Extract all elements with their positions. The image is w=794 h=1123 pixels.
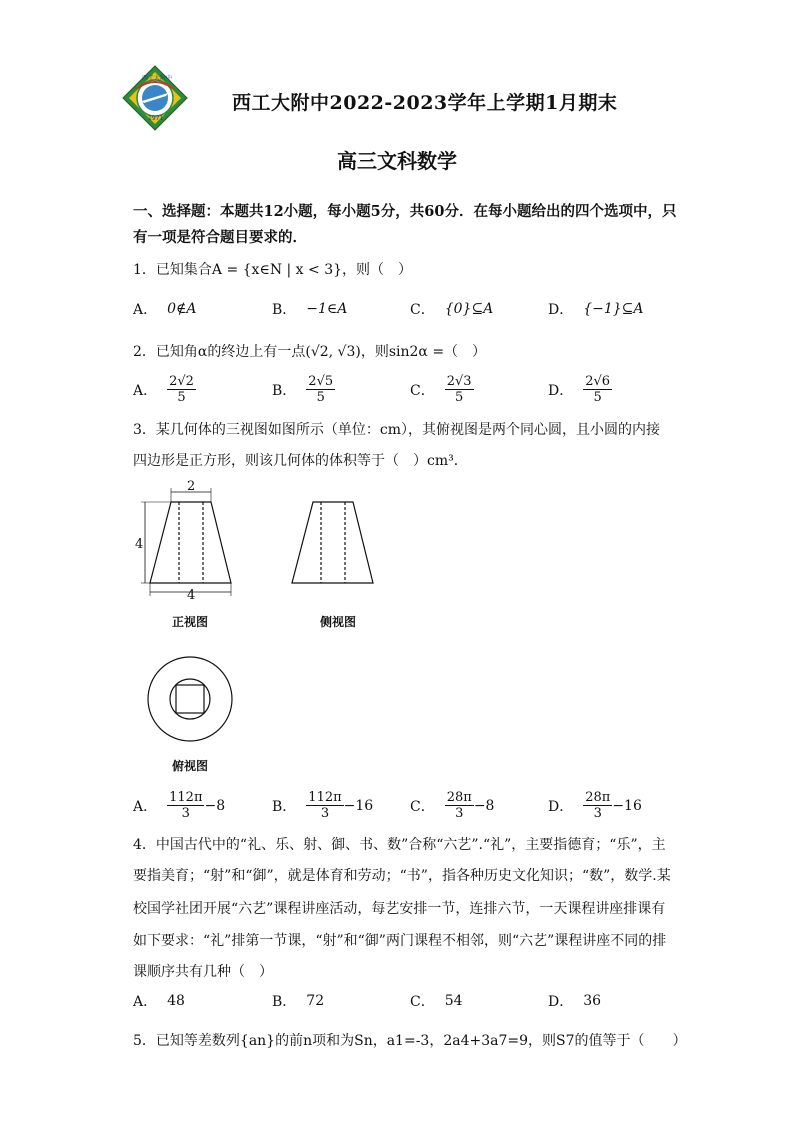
exam-subtitle: 高三文科数学 [337,149,457,173]
option-d: D． {−1}⊆A [548,301,644,318]
three-view-figure [128,478,388,598]
option-b: B． −1∈A [272,301,348,318]
logo-text-top: 西工大附中 [142,75,173,82]
top-view-label: 俯视图 [172,759,209,773]
question-3-options [133,790,693,826]
question-3-stem-line2: 四边形是正方形，则该几何体的体积等于（ ）cm³． [133,453,468,469]
exam-title: 西工大附中2022-2023学年上学期1月期末 [232,92,618,114]
question-2-options [133,374,693,410]
front-view-label: 正视图 [172,615,209,629]
option-a: A． $\frac{2√2}{5}$ [133,374,194,405]
side-view-label: 侧视图 [320,615,357,629]
question-4-stem-line2: 要指美育；“射”和“御”，就是体育和劳动；“书”，指各种历史文化知识；“数”，数学.某 [133,868,671,884]
side-view [292,502,373,583]
front-view [141,488,231,596]
question-4-stem-line1: 4．中国古代中的“礼、乐、射、御、书、数”合称“六艺”.“礼”，主要指德育；“乐”，主 [133,837,666,853]
option-a: A． $\frac{112\pi}{3}$ −8 [133,790,226,821]
option-b: B． $\frac{112\pi}{3}$ −16 [272,790,374,821]
option-b: B． 72 [272,993,325,1010]
option-b: B． $\frac{2√5}{5}$ [272,374,334,405]
school-logo [122,65,188,131]
question-4-stem-line4: 如下要求：“礼”排第一节课，“射”和“御”两门课程不相邻，则“六艺”课程讲座不同的排 [133,933,667,949]
question-4-options [133,991,693,1015]
question-1-options [133,299,693,323]
dimension-height: 4 [135,537,144,552]
section-heading-line1: 一、选择题：本题共12小题，每小题5分，共60分．在每小题给出的四个选项中，只 [133,203,677,220]
option-c: C． $\frac{2√3}{5}$ [410,374,472,405]
option-a: A． 48 [133,993,185,1010]
option-c: C． 54 [410,993,463,1010]
question-4-stem-line5: 课顺序共有几种（ ） [133,964,273,980]
question-3-stem-line1: 3．某几何体的三视图如图所示（单位：cm），其俯视图是两个同心圆，且小圆的内接 [133,422,661,438]
option-c: C． $\frac{28\pi}{3}$ −8 [410,790,495,821]
option-a: A． 0∉A [133,301,197,318]
option-d: D． $\frac{2√6}{5}$ [548,374,611,405]
question-2-stem: 2．已知角α的终边上有一点(√2, √3)，则sin2α =（ ） [133,344,487,360]
option-d: D． 36 [548,993,602,1010]
option-d: D． $\frac{28\pi}{3}$ −16 [548,790,642,821]
option-c: C． {0}⊆A [410,301,494,318]
logo-text-year: 1971 [148,115,164,122]
question-1-stem: 1．已知集合A = {x∈N | x < 3}，则（ ） [133,262,413,278]
question-5-stem: 5．已知等差数列{an}的前n项和为Sn，a1=-3，2a4+3a7=9，则S7的值等于（ ） [133,1033,687,1049]
question-4-stem-line3: 校国学社团开展“六艺”课程讲座活动，每艺安排一节，连排六节，一天课程讲座排课有 [133,901,666,917]
dimension-top: 2 [187,479,196,494]
dimension-bottom: 4 [187,588,196,603]
top-view [145,654,235,744]
section-heading-line2: 有一项是符合题目要求的． [133,229,307,246]
